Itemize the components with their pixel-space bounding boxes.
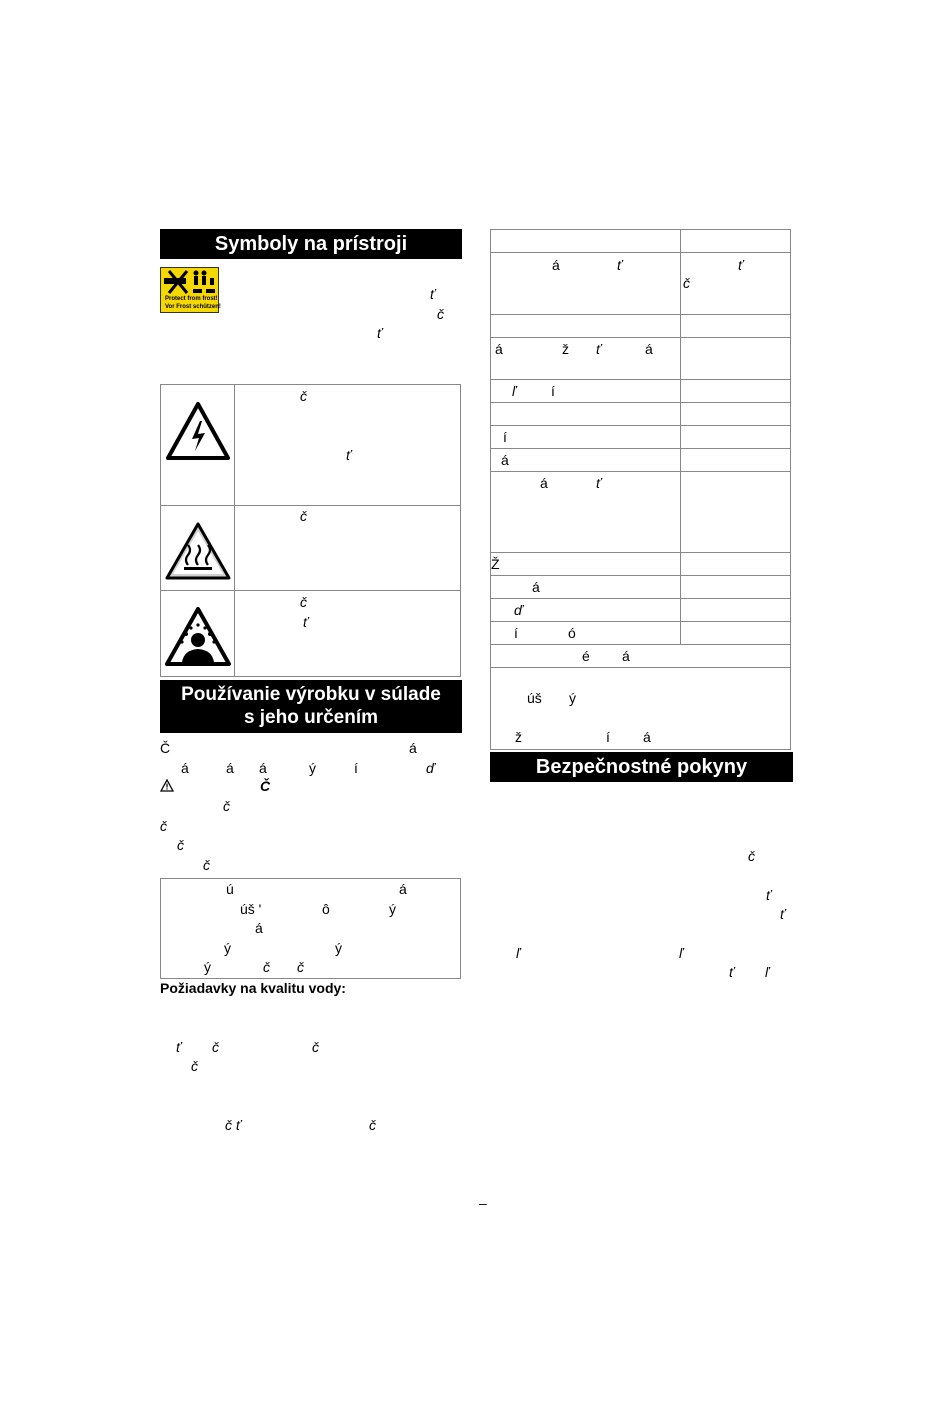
text-fragment: č	[297, 959, 304, 975]
specs-table-row-line	[490, 621, 791, 622]
warning-triangle-icon	[160, 779, 174, 792]
specs-table-row-line	[490, 575, 791, 576]
specs-table-row-line	[490, 598, 791, 599]
text-fragment: ú	[226, 881, 234, 897]
table-cell-fragment: ď	[514, 602, 523, 618]
table-cell-fragment: í	[551, 383, 555, 399]
text-fragment: ľ	[679, 945, 683, 961]
table-cell-fragment: á	[552, 257, 560, 273]
text-fragment: ť	[766, 887, 771, 903]
specs-table-row-line	[490, 379, 791, 380]
text-fragment: č	[300, 388, 307, 404]
table-cell-fragment: á	[495, 341, 503, 357]
specs-table-row-line	[490, 402, 791, 403]
specs-table	[490, 229, 791, 750]
text-fragment: č	[300, 594, 307, 610]
text-fragment: á	[181, 760, 189, 776]
text-fragment: č ť	[225, 1117, 241, 1133]
specs-table-row-line	[490, 448, 791, 449]
text-fragment: ť	[780, 906, 785, 922]
specs-table-row-line	[490, 667, 791, 668]
table-footer-fragment: ý	[569, 690, 576, 706]
table-cell-fragment: ž	[562, 341, 569, 357]
text-fragment: č	[437, 306, 444, 322]
toxic-fumes-warning-icon	[164, 606, 232, 668]
text-fragment: á	[409, 740, 417, 756]
text-fragment: ť	[729, 964, 734, 980]
text-fragment: úš '	[240, 901, 262, 917]
table-cell-fragment: č	[683, 275, 690, 291]
table-cell-fragment: ť	[596, 475, 601, 491]
page-number-marker: –	[479, 1195, 487, 1211]
specs-table-row-line	[490, 471, 791, 472]
text-fragment: č	[212, 1039, 219, 1055]
text-fragment: ť	[303, 614, 308, 630]
electric-shock-warning-icon	[165, 401, 231, 461]
specs-table-row-line	[490, 314, 791, 315]
table-cell-fragment: á	[532, 579, 540, 595]
text-fragment: č	[223, 798, 230, 814]
text-fragment: ď	[426, 760, 435, 776]
heading-usage-line1: Používanie výrobku v súlade	[181, 684, 441, 705]
table-footer-fragment: úš	[527, 690, 542, 706]
table-footer-fragment: á	[622, 648, 630, 664]
frost-pictogram-icon	[161, 268, 218, 298]
text-fragment: ý	[389, 901, 396, 917]
text-fragment: č	[263, 959, 270, 975]
text-fragment: á	[399, 881, 407, 897]
table-footer-fragment: ž	[515, 729, 522, 745]
text-fragment: ť	[377, 325, 382, 341]
table-cell-fragment: ť	[617, 257, 622, 273]
text-fragment: ľ	[765, 964, 769, 980]
table-cell-fragment: á	[540, 475, 548, 491]
text-fragment: í	[354, 760, 358, 776]
text-fragment: č	[203, 857, 210, 873]
text-fragment: ý	[309, 760, 316, 776]
text-fragment: ť	[346, 447, 351, 463]
table-cell-fragment: Ž	[491, 556, 500, 572]
text-fragment: ť	[176, 1039, 181, 1055]
heading-safety: Bezpečnostné pokyny	[490, 752, 793, 782]
specs-table-row-line	[490, 644, 791, 645]
table-cell-fragment: á	[501, 452, 509, 468]
emphasis-letter: Č	[260, 778, 271, 794]
frost-label-line1: Protect from frost!	[165, 296, 218, 302]
hot-surface-warning-icon	[164, 521, 232, 581]
table-footer-fragment: í	[606, 729, 610, 745]
table-cell-fragment: ť	[738, 257, 743, 273]
text-fragment: á	[226, 760, 234, 776]
specs-table-row-line	[490, 425, 791, 426]
text-fragment: ť	[430, 286, 435, 302]
water-quality-heading: Požiadavky na kvalitu vody:	[160, 980, 346, 996]
text-fragment: č	[160, 818, 167, 834]
warning-table-divider	[234, 384, 235, 677]
text-fragment: ľ	[516, 945, 520, 961]
text-fragment: č	[300, 508, 307, 524]
text-fragment: č	[177, 837, 184, 853]
text-fragment: ý	[224, 940, 231, 956]
text-fragment: č	[369, 1117, 376, 1133]
text-fragment: ô	[322, 901, 330, 917]
frost-label-line2: Vor Frost schützen!	[165, 304, 221, 310]
table-cell-fragment: á	[645, 341, 653, 357]
heading-usage	[160, 680, 462, 733]
frost-protection-label	[160, 267, 219, 313]
table-cell-fragment: ó	[568, 625, 576, 641]
heading-usage-line2: s jeho určením	[243, 707, 379, 728]
text-fragment: ý	[335, 940, 342, 956]
specs-table-row-line	[490, 337, 791, 338]
table-cell-fragment: í	[514, 625, 518, 641]
table-cell-fragment: í	[503, 429, 507, 445]
heading-symbols: Symboly na prístroji	[160, 229, 462, 259]
table-footer-fragment: é	[582, 648, 590, 664]
warning-table-row-line	[160, 590, 461, 591]
table-footer-fragment: á	[643, 729, 651, 745]
text-fragment: Č	[160, 740, 171, 756]
table-cell-fragment: ť	[596, 341, 601, 357]
text-fragment: á	[255, 920, 263, 936]
text-fragment: á	[259, 760, 267, 776]
text-fragment: č	[191, 1058, 198, 1074]
table-cell-fragment: ľ	[512, 383, 516, 399]
warning-table-row-line	[160, 505, 461, 506]
text-fragment: č	[312, 1039, 319, 1055]
specs-table-row-line	[490, 252, 791, 253]
specs-table-divider	[680, 229, 681, 645]
text-fragment: ý	[204, 959, 211, 975]
specs-table-row-line	[490, 552, 791, 553]
text-fragment: č	[748, 848, 755, 864]
